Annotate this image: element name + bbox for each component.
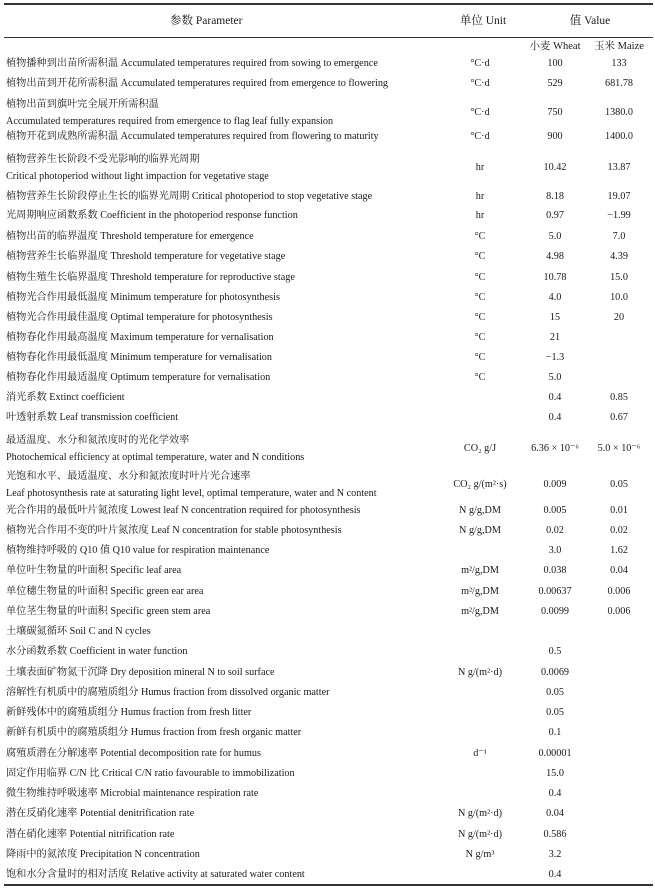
wheat-value: 21 bbox=[549, 332, 561, 343]
unit-cell: N g/(m²·d) bbox=[457, 829, 503, 840]
unit-cell: N g/(m²·d) bbox=[457, 808, 503, 819]
unit-cell: N g/g,DM bbox=[459, 505, 501, 516]
table-row bbox=[0, 349, 655, 366]
parameter-text: 植物维持呼吸的 Q10 值 Q10 value for respiration maintenance bbox=[6, 545, 270, 556]
parameter-text: 植物光合作用最低温度 Minimum temperature for photosynthesis bbox=[6, 292, 280, 303]
maize-value: 19.07 bbox=[607, 191, 631, 202]
parameter-cell bbox=[6, 623, 151, 640]
table-row bbox=[0, 785, 655, 802]
parameter-text: 单位叶生物量的叶面积 Specific leaf area bbox=[6, 565, 182, 576]
parameter-cell bbox=[6, 603, 210, 620]
parameter-text: 植物开花到成熟所需积温 Accumulated temperatures required from flowering to maturity bbox=[6, 131, 379, 142]
wheat-value: 0.4 bbox=[548, 788, 562, 799]
parameter-cell bbox=[6, 704, 251, 721]
table-row bbox=[0, 468, 655, 502]
wheat-value: 0.4 bbox=[548, 392, 562, 403]
table-row bbox=[0, 432, 655, 466]
table-row bbox=[0, 502, 655, 519]
parameter-cell bbox=[6, 664, 275, 681]
unit-cell: °C bbox=[474, 352, 486, 363]
unit-cell: °C·d bbox=[470, 107, 490, 118]
wheat-value: −1.3 bbox=[545, 352, 565, 363]
parameter-text: 腐殖质潜在分解速率 Potential decomposition rate for humus bbox=[6, 748, 261, 759]
parameter-cell bbox=[6, 248, 285, 265]
table-row bbox=[0, 704, 655, 721]
parameter-cell bbox=[6, 522, 342, 539]
parameter-text: 降雨中的氮浓度 Precipitation N concentration bbox=[6, 849, 200, 860]
wheat-value: 5.0 bbox=[548, 372, 562, 383]
table-row bbox=[0, 664, 655, 681]
unit-cell: hr bbox=[475, 210, 485, 221]
parameter-text: 水分函数系数 Coefficient in water function bbox=[6, 646, 188, 657]
wheat-value: 900 bbox=[547, 131, 563, 142]
parameter-cell bbox=[6, 289, 280, 306]
wheat-value: 529 bbox=[547, 78, 563, 89]
table-row bbox=[0, 684, 655, 701]
subheader-wheat: 小麦 Wheat bbox=[529, 41, 581, 52]
parameter-cell bbox=[6, 432, 304, 466]
unit-cell: °C·d bbox=[470, 131, 490, 142]
parameter-text: 叶透射系数 Leaf transmission coefficient bbox=[6, 412, 179, 423]
maize-value: −1.99 bbox=[607, 210, 631, 221]
parameter-cell bbox=[6, 228, 254, 245]
table-row bbox=[0, 329, 655, 346]
wheat-value: 0.005 bbox=[543, 505, 567, 516]
wheat-value: 10.42 bbox=[543, 162, 567, 173]
parameter-text: 土壤碳氮循环 Soil C and N cycles bbox=[6, 626, 151, 637]
parameter-cell bbox=[6, 846, 200, 863]
unit-cell: °C bbox=[474, 312, 486, 323]
parameter-cell bbox=[6, 724, 301, 741]
parameter-cell bbox=[6, 269, 295, 286]
wheat-value: 0.97 bbox=[546, 210, 564, 221]
unit-cell: hr bbox=[475, 162, 485, 173]
unit-cell: °C·d bbox=[470, 58, 490, 69]
table-row bbox=[0, 562, 655, 579]
parameter-text: 单位茎生物量的叶面积 Specific green stem area bbox=[6, 606, 211, 617]
parameter-text: 光周期响应函数系数 Coefficient in the photoperiod response function bbox=[6, 210, 298, 221]
wheat-value: 15 bbox=[549, 312, 561, 323]
wheat-value: 3.2 bbox=[548, 849, 562, 860]
wheat-value: 0.009 bbox=[543, 479, 567, 490]
table-row bbox=[0, 409, 655, 426]
parameter-cell bbox=[6, 643, 187, 660]
table-row bbox=[0, 248, 655, 265]
unit-cell: °C bbox=[474, 372, 486, 383]
parameter-cell bbox=[6, 765, 295, 782]
table-row bbox=[0, 289, 655, 306]
wheat-value: 0.038 bbox=[543, 565, 567, 576]
parameter-text: 植物播种到出苗所需积温 Accumulated temperatures required from sowing to emergence bbox=[6, 58, 378, 69]
parameter-cell bbox=[6, 96, 333, 130]
unit-cell: °C bbox=[474, 231, 486, 242]
wheat-value: 10.78 bbox=[543, 272, 567, 283]
table-row bbox=[0, 623, 655, 640]
parameter-text: 潜在反硝化速率 Potential denitrification rate bbox=[6, 808, 195, 819]
wheat-value: 4.0 bbox=[548, 292, 562, 303]
maize-value: 133 bbox=[611, 58, 627, 69]
wheat-value: 5.0 bbox=[548, 231, 562, 242]
wheat-value: 0.586 bbox=[543, 829, 567, 840]
wheat-value: 0.0099 bbox=[540, 606, 569, 617]
table-row bbox=[0, 724, 655, 741]
table-row bbox=[0, 765, 655, 782]
parameter-text: 植物光合作用不变的叶片氮浓度 Leaf N concentration for stable photosynthesis bbox=[6, 525, 342, 536]
maize-value: 20 bbox=[613, 312, 625, 323]
parameter-text: 消光系数 Extinct coefficient bbox=[6, 392, 125, 403]
maize-value: 681.78 bbox=[604, 78, 633, 89]
maize-value: 1.62 bbox=[610, 545, 628, 556]
unit-cell: hr bbox=[475, 191, 485, 202]
wheat-value: 0.5 bbox=[548, 646, 562, 657]
table-row bbox=[0, 846, 655, 863]
table-row bbox=[0, 522, 655, 539]
wheat-value: 0.4 bbox=[548, 869, 562, 880]
parameter-cell bbox=[6, 188, 372, 205]
wheat-value: 3.0 bbox=[548, 545, 562, 556]
maize-value: 0.85 bbox=[610, 392, 628, 403]
parameter-text: 光合作用的最低叶片氮浓度 Lowest leaf N concentration required for photosynthesis bbox=[6, 505, 361, 516]
wheat-value: 8.18 bbox=[546, 191, 564, 202]
table-row bbox=[0, 309, 655, 326]
parameter-text: 土壤表面矿物氮干沉降 Dry deposition mineral N to soil surface bbox=[6, 667, 275, 678]
unit-cell: °C bbox=[474, 251, 486, 262]
table-row bbox=[0, 96, 655, 130]
table-row bbox=[0, 269, 655, 286]
parameter-text: 植物营养生长阶段不受光影响的临界光周期 bbox=[6, 154, 200, 165]
parameter-text: 植物春化作用最高温度 Maximum temperature for vernalisation bbox=[6, 332, 274, 343]
table-row bbox=[0, 389, 655, 406]
parameter-text-en: Leaf photosynthesis rate at saturating light level, optimal temperature, water and N content bbox=[6, 488, 377, 499]
table-row bbox=[0, 75, 655, 92]
table-row bbox=[0, 188, 655, 205]
parameter-cell bbox=[6, 805, 194, 822]
wheat-value: 0.00001 bbox=[538, 748, 572, 759]
table-row bbox=[0, 603, 655, 620]
maize-value: 13.87 bbox=[607, 162, 631, 173]
table-row bbox=[0, 128, 655, 145]
parameter-text: 新鲜残体中的腐殖质组分 Humus fraction from fresh litter bbox=[6, 707, 252, 718]
unit-cell: CO₂ g/(m²·s) bbox=[453, 479, 507, 490]
parameter-text: 微生物维持呼吸速率 Microbial maintenance respiration rate bbox=[6, 788, 259, 799]
parameter-cell bbox=[6, 745, 261, 762]
parameter-text: 植物出苗到开花所需积温 Accumulated temperatures required from emergence to flowering bbox=[6, 78, 389, 89]
unit-cell: N g/g,DM bbox=[459, 525, 501, 536]
maize-value: 15.0 bbox=[610, 272, 628, 283]
maize-value: 0.05 bbox=[610, 479, 628, 490]
table-row bbox=[0, 826, 655, 843]
parameter-cell bbox=[6, 826, 174, 843]
parameter-text-en: Critical photoperiod without light impaction for vegetative stage bbox=[6, 171, 269, 182]
parameter-text: 植物营养生长临界温度 Threshold temperature for vegetative stage bbox=[6, 251, 286, 262]
unit-cell: °C bbox=[474, 292, 486, 303]
wheat-value: 750 bbox=[547, 107, 563, 118]
parameter-text: 植物春化作用最适温度 Optimum temperature for vernalisation bbox=[6, 372, 271, 383]
maize-value: 5.0 × 10⁻⁶ bbox=[597, 443, 641, 454]
maize-value: 0.67 bbox=[610, 412, 628, 423]
wheat-value: 0.0069 bbox=[540, 667, 569, 678]
table-row bbox=[0, 805, 655, 822]
parameter-text: 固定作用临界 C/N 比 Critical C/N ratio favourable to immobilization bbox=[6, 768, 295, 779]
table-bottom-rule bbox=[4, 884, 653, 886]
parameter-text: 新鲜有机质中的腐殖质组分 Humus fraction from fresh organic matter bbox=[6, 727, 302, 738]
table-row bbox=[0, 151, 655, 185]
subheader-maize: 玉米 Maize bbox=[594, 41, 644, 52]
table-row bbox=[0, 745, 655, 762]
header-unit: 单位 Unit bbox=[459, 15, 507, 27]
unit-cell: m²/g,DM bbox=[461, 565, 499, 576]
header-value: 值 Value bbox=[569, 15, 611, 27]
parameter-text: 潜在硝化速率 Potential nitrification rate bbox=[6, 829, 175, 840]
unit-cell: m²/g,DM bbox=[461, 586, 499, 597]
parameter-cell bbox=[6, 785, 258, 802]
parameter-cell bbox=[6, 329, 274, 346]
parameter-cell bbox=[6, 468, 377, 502]
wheat-value: 0.00637 bbox=[538, 586, 572, 597]
wheat-value: 6.36 × 10⁻⁶ bbox=[531, 443, 579, 454]
parameter-cell bbox=[6, 128, 379, 145]
parameter-text: 最适温度、水分和氮浓度时的光化学效率 bbox=[6, 435, 190, 446]
unit-cell: d⁻¹ bbox=[473, 748, 487, 759]
maize-value: 4.39 bbox=[610, 251, 628, 262]
parameter-text-en: Photochemical efficiency at optimal temperature, water and N conditions bbox=[6, 452, 305, 463]
parameter-cell bbox=[6, 542, 269, 559]
parameter-text: 光饱和水平、最适温度、水分和氮浓度时叶片光合速率 bbox=[6, 471, 251, 482]
maize-value: 10.0 bbox=[610, 292, 628, 303]
maize-value: 0.04 bbox=[610, 565, 628, 576]
maize-value: 0.01 bbox=[610, 505, 628, 516]
unit-cell: CO₂ g/J bbox=[463, 443, 497, 454]
parameter-cell bbox=[6, 75, 388, 92]
parameter-cell bbox=[6, 151, 269, 185]
parameter-cell bbox=[6, 207, 298, 224]
wheat-value: 100 bbox=[547, 58, 563, 69]
maize-value: 0.006 bbox=[607, 586, 631, 597]
table-top-rule bbox=[4, 3, 653, 5]
wheat-value: 4.98 bbox=[546, 251, 564, 262]
wheat-value: 0.4 bbox=[548, 412, 562, 423]
unit-cell: °C·d bbox=[470, 78, 490, 89]
unit-cell: N g/m³ bbox=[465, 849, 495, 860]
parameter-text: 饱和水分含量时的相对活度 Relative activity at saturated water content bbox=[6, 869, 305, 880]
unit-cell: °C bbox=[474, 332, 486, 343]
header-parameter: 参数 Parameter bbox=[170, 15, 243, 27]
parameter-cell bbox=[6, 55, 378, 72]
table-row bbox=[0, 369, 655, 386]
maize-value: 7.0 bbox=[612, 231, 626, 242]
maize-value: 0.006 bbox=[607, 606, 631, 617]
unit-cell: m²/g,DM bbox=[461, 606, 499, 617]
parameter-text: 植物生殖生长临界温度 Threshold temperature for reproductive stage bbox=[6, 272, 295, 283]
parameter-cell bbox=[6, 684, 330, 701]
wheat-value: 0.04 bbox=[546, 808, 564, 819]
parameter-text: 单位穗生物量的叶面积 Specific green ear area bbox=[6, 586, 204, 597]
table-row bbox=[0, 643, 655, 660]
parameter-cell bbox=[6, 502, 361, 519]
parameter-cell bbox=[6, 369, 270, 386]
parameter-text: 植物营养生长阶段停止生长的临界光周期 Critical photoperiod to stop vegetative stage bbox=[6, 191, 373, 202]
parameter-text: 植物春化作用最低温度 Minimum temperature for vernalisation bbox=[6, 352, 272, 363]
table-row bbox=[0, 228, 655, 245]
parameter-cell bbox=[6, 309, 273, 326]
parameter-cell bbox=[6, 866, 305, 883]
parameter-cell bbox=[6, 562, 181, 579]
wheat-value: 15.0 bbox=[546, 768, 564, 779]
maize-value: 0.02 bbox=[610, 525, 628, 536]
parameter-text: 植物出苗到旗叶完全展开所需积温 bbox=[6, 99, 159, 110]
parameter-cell bbox=[6, 389, 125, 406]
wheat-value: 0.02 bbox=[546, 525, 564, 536]
maize-value: 1380.0 bbox=[604, 107, 633, 118]
parameter-cell bbox=[6, 349, 272, 366]
maize-value: 1400.0 bbox=[604, 131, 633, 142]
wheat-value: 0.05 bbox=[546, 707, 564, 718]
table-row bbox=[0, 207, 655, 224]
table-row bbox=[0, 866, 655, 883]
table-row bbox=[0, 55, 655, 72]
parameter-text: 植物光合作用最佳温度 Optimal temperature for photosynthesis bbox=[6, 312, 273, 323]
wheat-value: 0.1 bbox=[548, 727, 562, 738]
unit-cell: N g/(m²·d) bbox=[457, 667, 503, 678]
parameter-cell bbox=[6, 409, 178, 426]
table-row bbox=[0, 542, 655, 559]
parameter-text: 溶解性有机质中的腐殖质组分 Humus fraction from dissolved organic matter bbox=[6, 687, 330, 698]
parameter-text-en: Accumulated temperatures required from emergence to flag leaf fully expansion bbox=[6, 116, 334, 127]
table-row bbox=[0, 583, 655, 600]
unit-cell: °C bbox=[474, 272, 486, 283]
wheat-value: 0.05 bbox=[546, 687, 564, 698]
parameter-cell bbox=[6, 583, 203, 600]
parameter-text: 植物出苗的临界温度 Threshold temperature for emergence bbox=[6, 231, 254, 242]
